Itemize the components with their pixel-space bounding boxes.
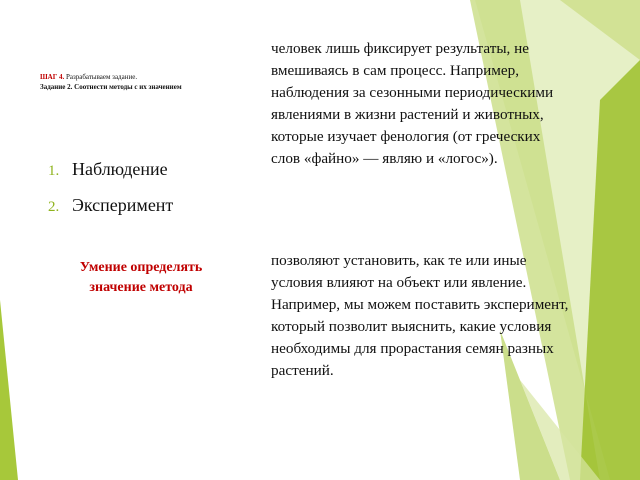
description-observation: человек лишь фиксирует результаты, не вмешиваясь в сам процесс. Например, наблюдения за сезонными периодическими явлениями в жизни растений и животных, которые изучает фенология (от греческих слов «файно» — являю и «логос»). xyxy=(271,40,554,167)
method-label: Наблюдение xyxy=(72,159,168,179)
step-text: Разрабатываем задание. xyxy=(65,73,138,81)
task-line: Задание 2. Соотнести методы с их значением xyxy=(40,83,182,91)
step-header xyxy=(40,72,260,92)
list-item-observation xyxy=(48,152,173,188)
left-green-strip xyxy=(0,300,18,480)
list-number: 1. xyxy=(48,163,60,179)
skill-caption: Умение определять значение метода xyxy=(79,260,203,295)
list-item-experiment xyxy=(48,188,173,224)
description-experiment: позволяют установить, как те или иные условия влияют на объект или явление. Например, мы можем поставить эксперимент, который позволит выяснить, какие условия необходимы для прорастания семян разных растений. xyxy=(271,252,569,379)
list-number: 2. xyxy=(48,199,60,215)
method-label: Эксперимент xyxy=(72,195,174,215)
step-label: ШАГ 4. xyxy=(40,73,65,81)
method-list xyxy=(48,152,173,224)
